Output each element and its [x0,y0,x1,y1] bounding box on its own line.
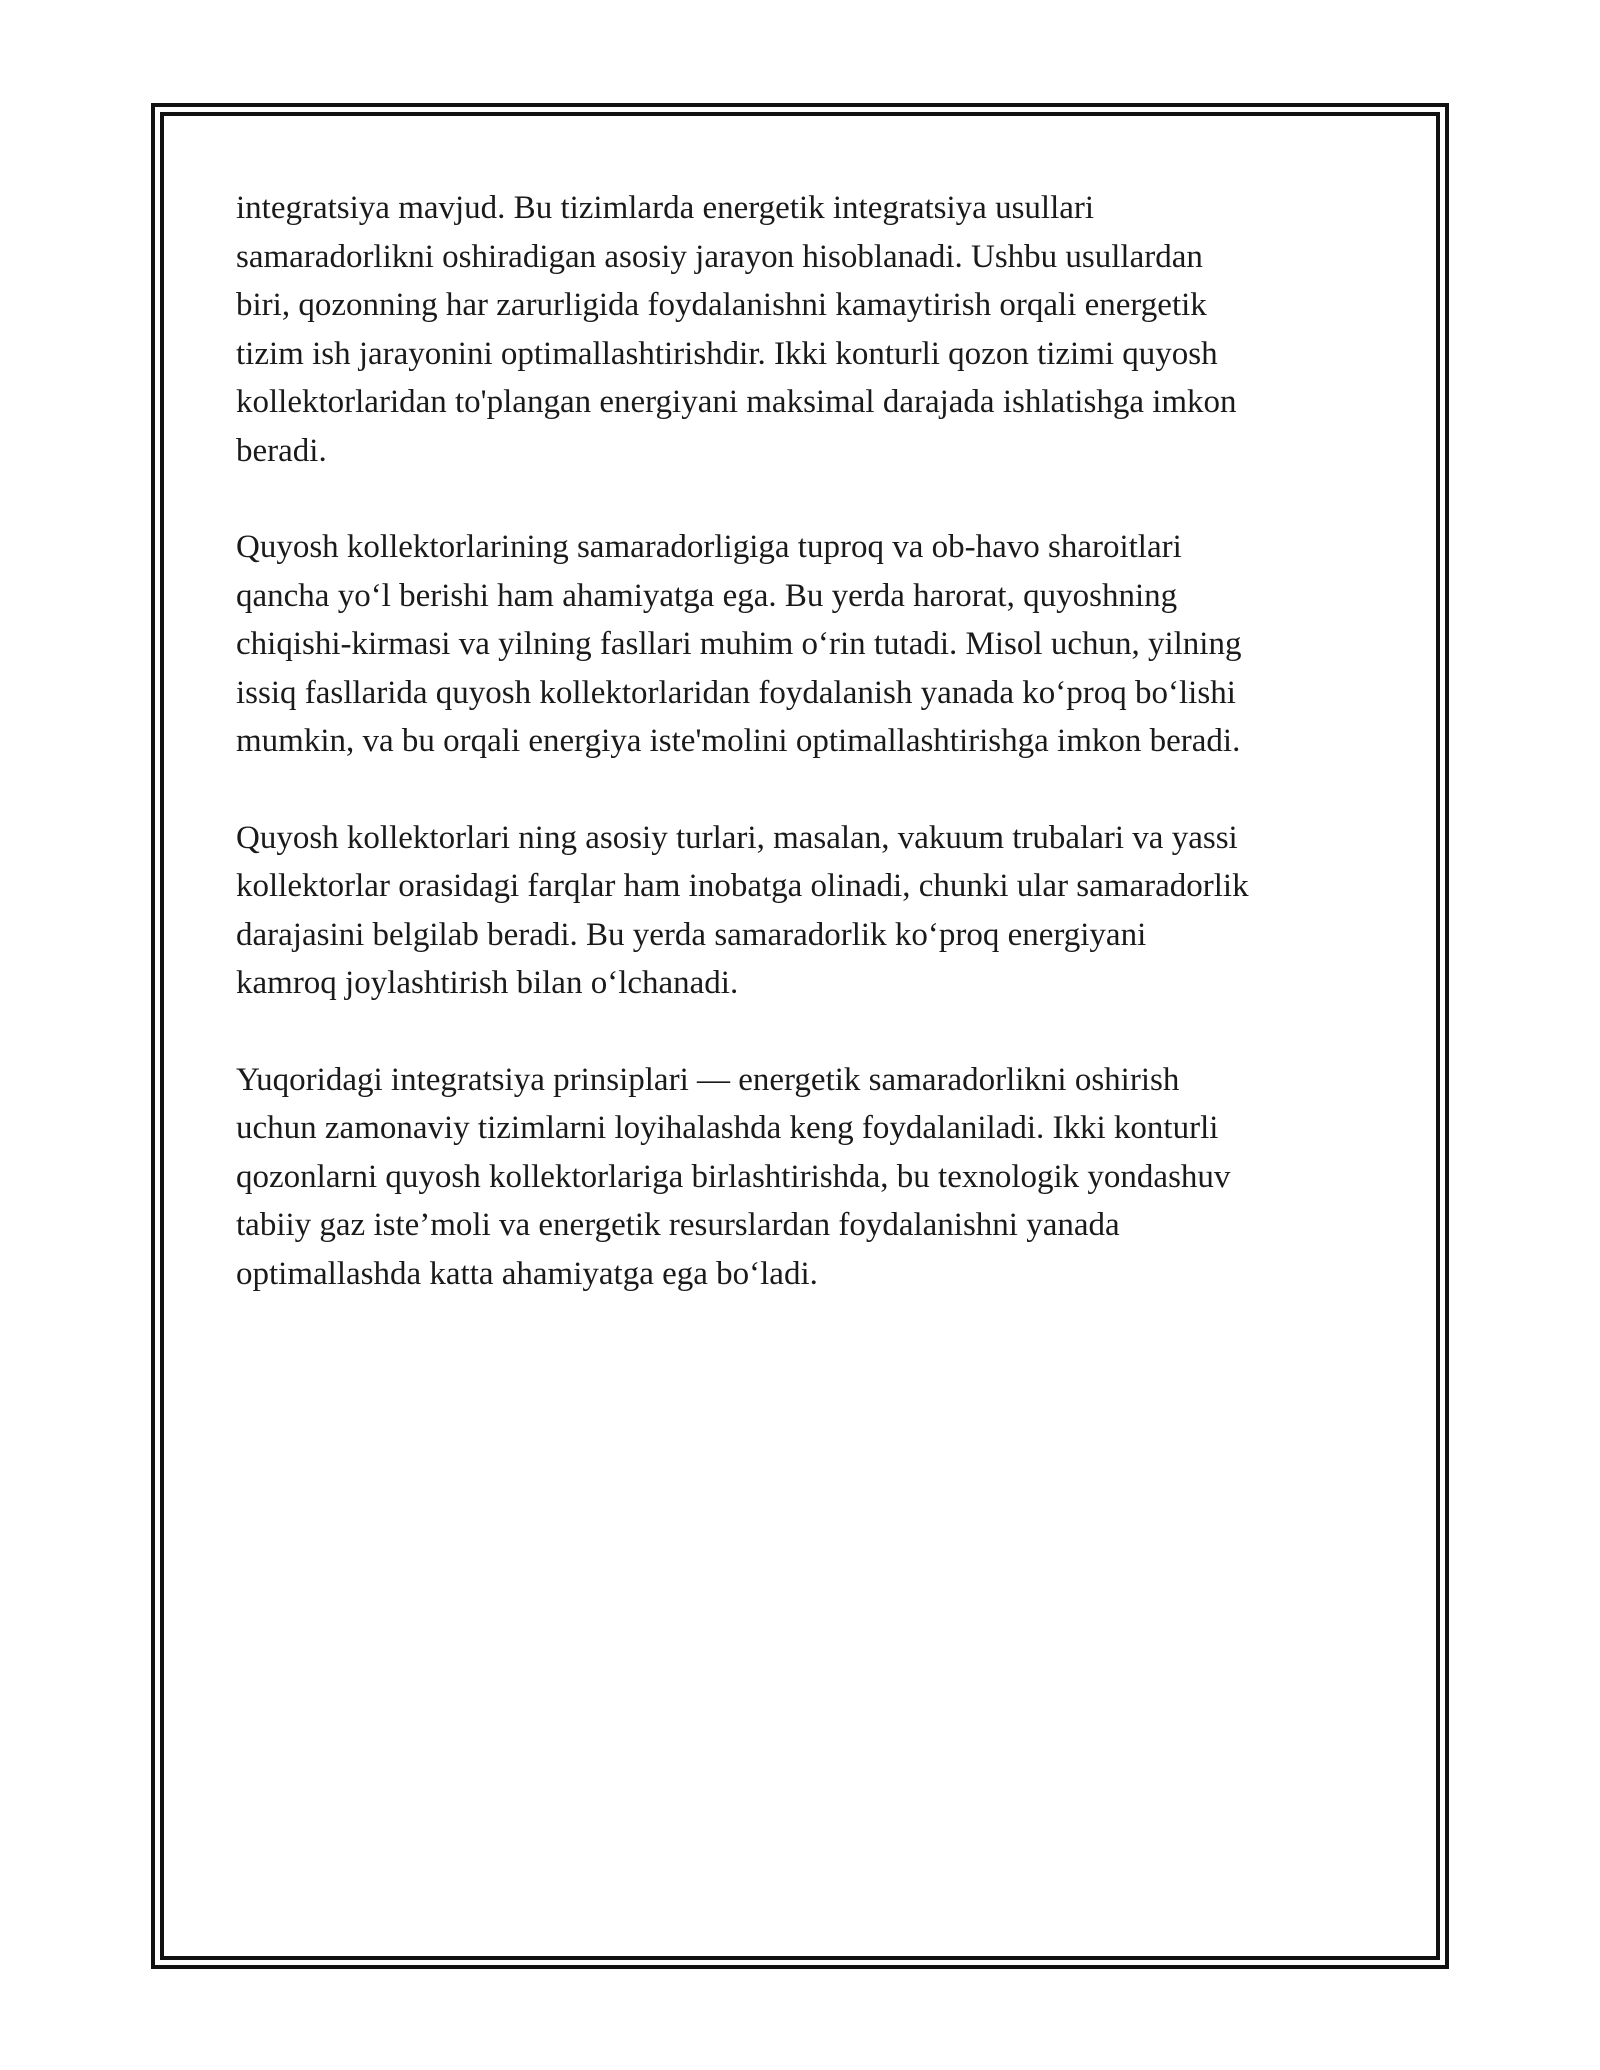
document-body [236,184,1376,1346]
paragraph: Quyosh kollektorlarining samaradorligiga tuproq va ob-havo sharoitlari qancha yo‘l berishi ham ahamiyatga ega. Bu yerda harorat, quyoshning chiqishi-kirmasi va yilning fasllari muhim o‘rin tutadi. Misol uchun, yilning issiq fasllarida quyosh kollektorlaridan foydalanish yanada ko‘proq bo‘lishi mumkin, va bu orqali energiya iste'molini optimallashtirishga imkon beradi. [236,529,1242,759]
paragraph: Quyosh kollektorlari ning asosiy turlari, masalan, vakuum trubalari va yassi kollektorlar orasidagi farqlar ham inobatga olinadi, chunki ular samaradorlik darajasini belgilab beradi. Bu yerda samaradorlik ko‘proq energiyani kamroq joylashtirish bilan o‘lchanadi. [236,819,1249,1001]
paragraph: integratsiya mavjud. Bu tizimlarda energetik integratsiya usullari samaradorlikni oshiradigan asosiy jarayon hisoblanadi. Ushbu usullardan biri, qozonning har zarurligida foydalanishni kamaytirish orqali energetik tizim ish jarayonini optimallashtirishdir. Ikki konturli qozon tizimi quyosh kollektorlaridan to'plangan energiyani maksimal darajada ishlatishga imkon beradi. [236,190,1237,469]
paragraph: Yuqoridagi integratsiya prinsiplari — energetik samaradorlikni oshirish uchun zamonaviy tizimlarni loyihalashda keng foydalaniladi. Ikki konturli qozonlarni quyosh kollektorlariga birlashtirishda, bu texnologik yondashuv tabiiy gaz iste’moli va energetik resurslardan foydalanishni yanada optimallashda katta ahamiyatga ega bo‘ladi. [236,1061,1231,1292]
